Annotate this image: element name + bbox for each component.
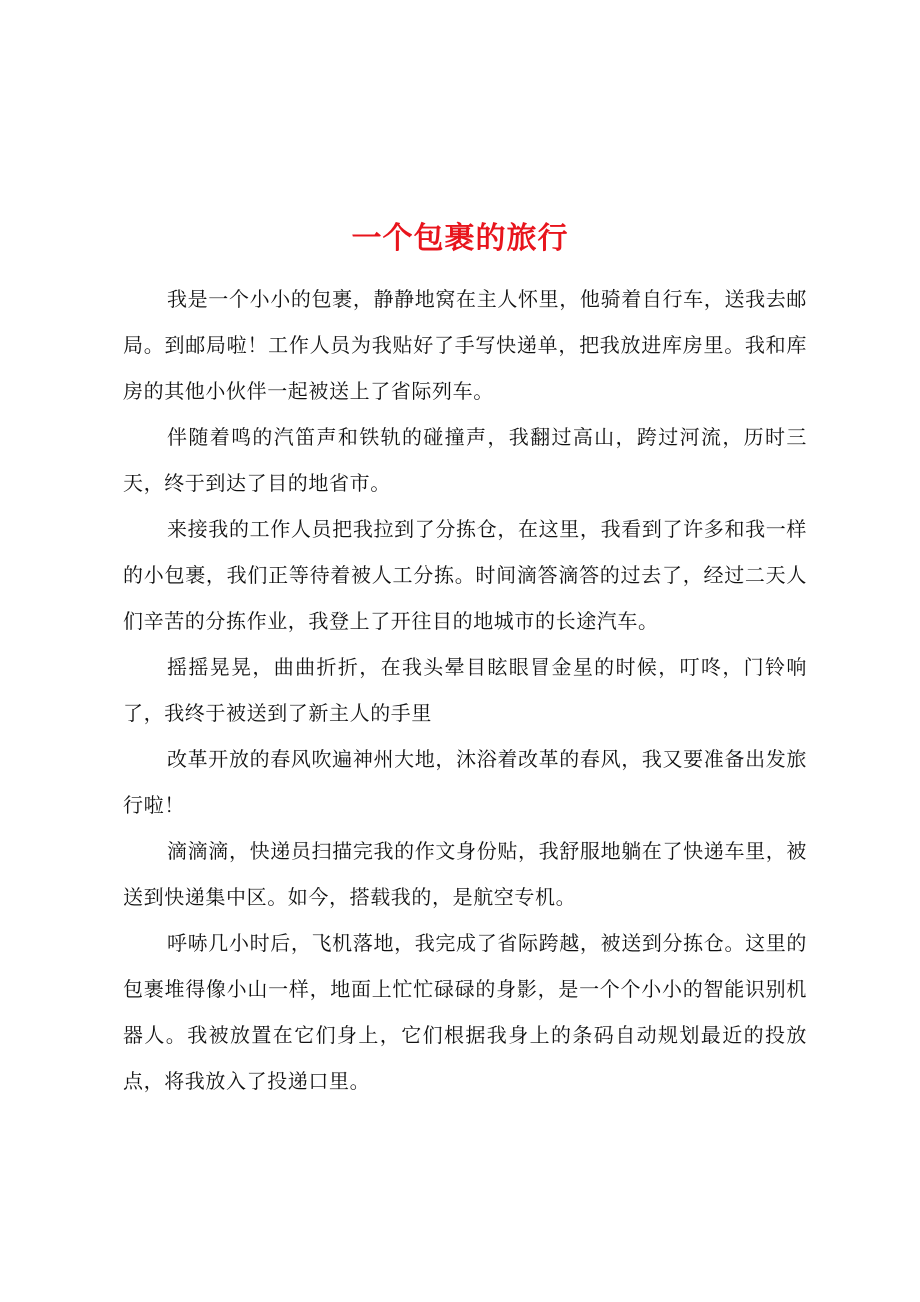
document-title: 一个包裹的旅行 xyxy=(351,221,569,257)
paragraph-1: 我是一个小小的包裹，静静地窝在主人怀里，他骑着自行车，送我去邮局。到邮局啦！工作人员为我贴好了手写快递单，把我放进库房里。我和库房的其他小伙伴一起被送上了省际列车。 xyxy=(123,287,807,403)
paragraph-7: 呼哧几小时后，飞机落地，我完成了省际跨越，被送到分拣仓。这里的包裹堆得像小山一样，地面上忙忙碌碌的身影，是一个个小小的智能识别机器人。我被放置在它们身上，它们根据我身上的条码自动规划最近的投放点，将我放入了投递口里。 xyxy=(123,931,807,1093)
paragraph-5: 改革开放的春风吹遍神州大地，沐浴着改革的春风，我又要准备出发旅行啦！ xyxy=(123,747,807,817)
paragraph-2: 伴随着鸣的汽笛声和铁轨的碰撞声，我翻过高山，跨过河流，历时三天，终于到达了目的地省市。 xyxy=(123,425,807,495)
paragraph-4: 摇摇晃晃，曲曲折折，在我头晕目眩眼冒金星的时候，叮咚，门铃响了，我终于被送到了新主人的手里 xyxy=(123,655,807,725)
document-body xyxy=(123,276,807,1104)
paragraph-6: 滴滴滴，快递员扫描完我的作文身份贴，我舒服地躺在了快递车里，被送到快递集中区。如今，搭载我的，是航空专机。 xyxy=(123,839,807,909)
paragraph-3: 来接我的工作人员把我拉到了分拣仓，在这里，我看到了许多和我一样的小包裹，我们正等待着被人工分拣。时间滴答滴答的过去了，经过二天人们辛苦的分拣作业，我登上了开往目的地城市的长途汽车。 xyxy=(123,517,807,633)
